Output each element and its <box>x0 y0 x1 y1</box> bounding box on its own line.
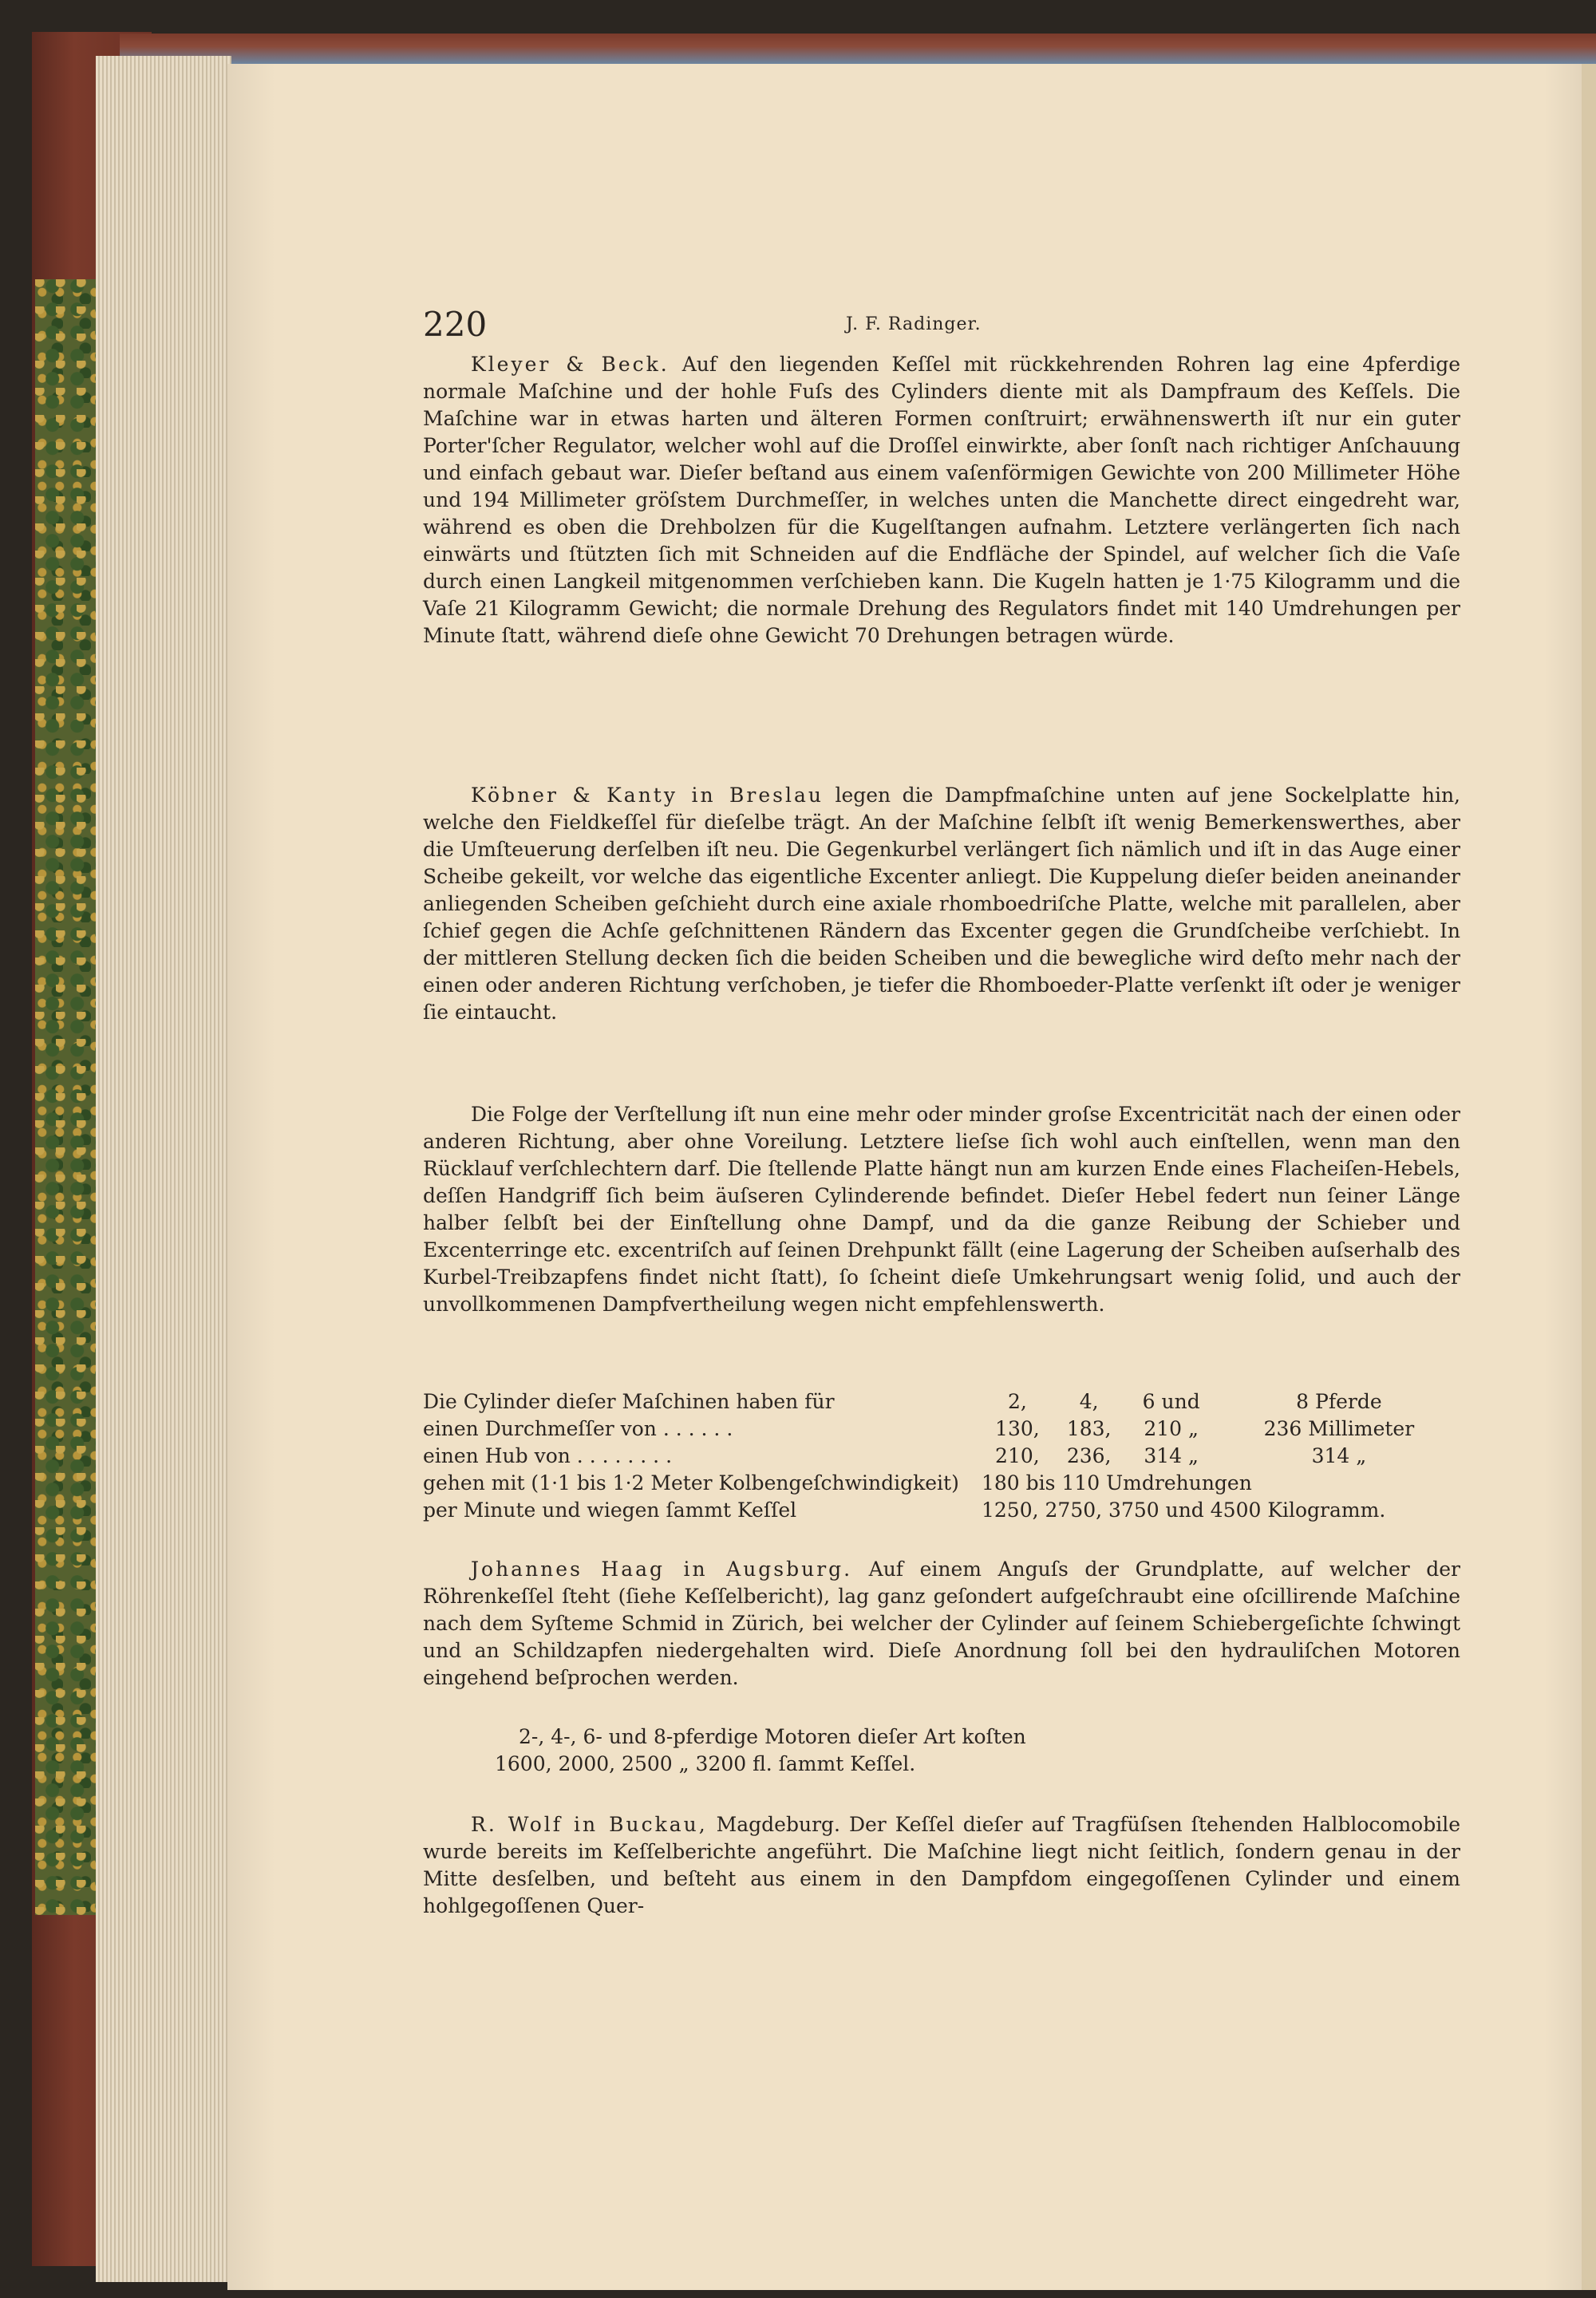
table-cell: 236, <box>1066 1444 1112 1467</box>
table-cell-label: Die Cylinder dieſer Maſchinen haben für <box>423 1390 835 1413</box>
table-cell: 314 „ <box>1144 1444 1199 1467</box>
specs-table <box>423 1388 1460 1524</box>
table-row <box>423 1443 1460 1470</box>
price-row: 2-, 4-, 6- und 8-pferdige Motoren dieſer Art koſten <box>519 1725 1026 1748</box>
paragraph-haag <box>423 1556 1460 1692</box>
paragraph-text: Die Folge der Verſtellung iſt nun eine mehr oder minder groſse Excentricität nach der einen oder anderen Richtung, aber ohne Voreilung. Letztere lieſse ſich wohl auch einſtellen, wenn man den Rücklauf verſchlechtern darf. Die ſtellende Platte hängt nun am kurzen Ende eines Flacheiſen-Hebels, deſſen Handgriff ſich beim äuſseren Cylinderende befindet. Dieſer Hebel federt nun ſeiner Länge halber ſelbſt bei der Einſtellung ohne Dampf, und da die ganze Reibung der Schieber und Excenterringe etc. excentriſch auf ſeinen Drehpunkt fällt (eine Lagerung der Scheiben auſserhalb des Kurbel-Treibzapfens findet nicht ſtatt), ſo ſcheint dieſe Umkehrungsart wenig ſolid, und auch der unvollkommenen Dampfvertheilung wegen nicht empfehlenswerth. <box>423 1103 1460 1316</box>
table-cell: 1250, 2750, 3750 und 4500 Kilogramm. <box>982 1498 1386 1522</box>
page-stack-edge <box>96 56 231 2282</box>
table-cell-label: einen Hub von . . . . . . . . <box>423 1444 673 1467</box>
table-cell: 236 Millimeter <box>1263 1417 1415 1440</box>
table-cell: 210 „ <box>1144 1417 1199 1440</box>
price-row: 1600, 2000, 2500 „ 3200 fl. ſammt Keſſel. <box>495 1752 916 1775</box>
paragraph-text: legen die Dampfmaſchine unten auf jene Sockelplatte hin, welche den Fieldkeſſel für dieſelbe trägt. An der Maſchine ſelbſt iſt wenig Bemerkenswerthes, aber die Umſteuerung derſelben iſt neu. Die Gegenkurbel verlängert ſich nämlich und iſt in das Auge einer Scheibe gekeilt, vor welche das eigentliche Excenter anliegt. Die Kuppelung dieſer beiden aneinander anliegenden Scheiben geſchieht durch eine axiale rhomboedriſche Platte, welche mit parallelen, aber ſchief gegen die Achſe geſchnittenen Rändern das Excenter gegen die Grundſcheibe verſchiebt. In der mittleren Stellung decken ſich die beiden Scheiben und die bewegliche wird deſto mehr nach der einen oder anderen Richtung verſchoben, je tiefer die Rhomboeder-Platte verſenkt iſt oder je weniger ſie eintaucht. <box>423 784 1460 1024</box>
table-cell: 314 „ <box>1311 1444 1367 1467</box>
page-right-edge <box>1582 64 1596 2290</box>
table-cell: 183, <box>1066 1417 1112 1440</box>
running-head-author: J. F. Radinger. <box>846 314 982 334</box>
paragraph-text: Magdeburg. Der Keſſel dieſer auf Tragfüſsen ſtehenden Halblocomobile wurde bereits im Keſſelberichte angeführt. Die Maſchine liegt nicht ſeitlich, ſondern genau in der Mitte desſelben, und beſteht aus einem in den Dampfdom eingegoſſenen Cylinder und einem hohlgegoſſenen Quer- <box>423 1813 1460 1917</box>
table-cell: 4, <box>1079 1390 1099 1413</box>
paragraph-lead: Köbner & Kanty in Breslau <box>471 784 824 807</box>
table-row <box>423 1470 1460 1497</box>
table-cell-label: einen Durchmeſſer von . . . . . . <box>423 1417 733 1440</box>
table-cell: 210, <box>995 1444 1040 1467</box>
table-cell: 2, <box>1007 1390 1027 1413</box>
table-row <box>423 1416 1460 1443</box>
paragraph-kleyer-beck <box>423 351 1460 650</box>
running-head <box>423 305 1460 345</box>
table-cell: 6 und <box>1142 1390 1200 1413</box>
table-cell-label: gehen mit (1·1 bis 1·2 Meter Kolbengeſchwindigkeit) <box>423 1471 959 1494</box>
table-row <box>423 1497 1460 1524</box>
table-row <box>423 1388 1460 1416</box>
table-cell-label: per Minute und wiegen ſammt Keſſel <box>423 1498 797 1522</box>
paragraph-lead: Kleyer & Beck. <box>471 353 670 376</box>
paragraph-text: Auf einem Anguſs der Grundplatte, auf welcher der Röhrenkeſſel ſteht (ſiehe Keſſelbericht), lag ganz geſondert aufgeſchraubt eine oſcillirende Maſchine nach dem Syſteme Schmid in Zürich, bei welcher der Cylinder auf ſeinem Schiebergeſichte ſchwingt und an Schildzapfen niedergehalten wird. Dieſe Anordnung ſoll bei den hydrauliſchen Motoren eingehend beſprochen werden. <box>423 1558 1461 1689</box>
page-number: 220 <box>423 305 488 344</box>
paragraph-lead: R. Wolf in Buckau, <box>471 1813 708 1836</box>
table-cell: 180 bis 110 Umdrehungen <box>982 1471 1252 1494</box>
paragraph-verstellung <box>423 1101 1460 1318</box>
table-cell: 8 Pferde <box>1296 1390 1382 1413</box>
table-cell: 130, <box>995 1417 1040 1440</box>
price-list <box>423 1724 1460 1778</box>
paragraph-koebner-kanty <box>423 782 1460 1026</box>
paragraph-lead: Johannes Haag in Augsburg. <box>471 1558 853 1581</box>
paragraph-text: Auf den liegenden Keſſel mit rückkehrenden Rohren lag eine 4pferdige normale Maſchine und der hohle Fuſs des Cylinders diente mit als Dampfraum des Keſſels. Die Maſchine war in etwas harten und älteren Formen conſtruirt; erwähnenswerth iſt nur ein guter Porter'ſcher Regulator, welcher wohl auf die Droſſel einwirkte, aber ſonſt nach richtiger Anſchauung und einfach gebaut war. Dieſer beſtand aus einem vaſenförmigen Gewichte von 200 Millimeter Höhe und 194 Millimeter gröſstem Durchmeſſer, in welches unten die Manchette direct eingedreht war, während es oben die Drehbolzen für die Kugelſtangen aufnahm. Letztere verlängerten ſich nach einwärts und ſtützten ſich mit Schneiden auf die Endfläche der Spindel, auf welcher ſich die Vaſe durch einen Langkeil mitgenommen verſchieben kann. Die Kugeln hatten je 1·75 Kilogramm und die Vaſe 21 Kilogramm Gewicht; die normale Drehung des Regulators findet mit 140 Umdrehungen per Minute ſtatt, während dieſe ohne Gewicht 70 Drehungen betragen würde. <box>423 353 1460 647</box>
book-cover-top <box>120 34 1596 65</box>
paragraph-wolf <box>423 1811 1460 1920</box>
